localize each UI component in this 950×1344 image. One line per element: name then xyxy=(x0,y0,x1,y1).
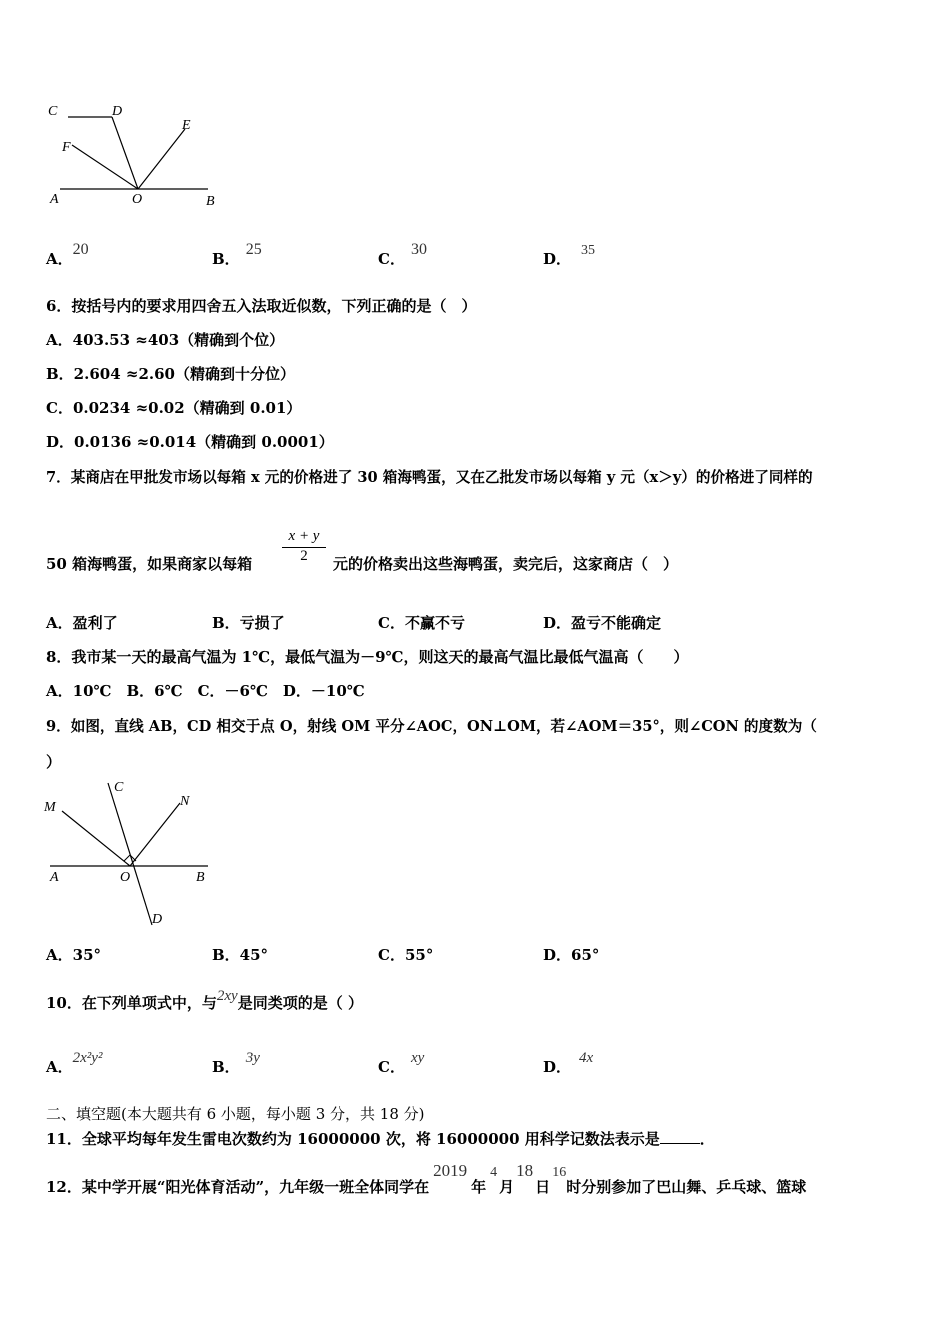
q12-post: 时分别参加了巴山舞、乒乓球、篮球 xyxy=(566,1178,807,1196)
q8-stem: 8．我市某一天的最高气温为 1℃，最低气温为－9℃，则这天的最高气温比最低气温高（ ） xyxy=(46,648,689,666)
q10-option-c[interactable] xyxy=(378,1046,425,1076)
label-e: E xyxy=(182,118,191,133)
q7-fraction xyxy=(282,528,326,565)
q11-end: ． xyxy=(699,1130,715,1148)
label-c: C xyxy=(48,104,58,119)
option-letter: A． xyxy=(46,1058,73,1076)
q7-option-a[interactable]: A．盈利了 xyxy=(46,614,118,632)
q5-option-b[interactable] xyxy=(212,238,262,268)
q12-day-unit: 日 xyxy=(535,1178,551,1196)
q5-option-c[interactable] xyxy=(378,238,427,268)
q10-option-b[interactable] xyxy=(212,1046,260,1076)
figure-intersecting-lines-q9 xyxy=(40,775,230,935)
option-letter: A． xyxy=(46,250,73,268)
q10-stem-post: 是同类项的是（ ） xyxy=(237,994,363,1012)
option-letter: C． xyxy=(378,1058,405,1076)
option-letter: D． xyxy=(543,250,572,268)
q9-line2: ） xyxy=(46,753,62,771)
label-d: D xyxy=(152,912,163,927)
q12-month-unit: 月 xyxy=(499,1178,515,1196)
option-value: 30 xyxy=(410,241,427,258)
label-f: F xyxy=(62,140,71,155)
label-c: C xyxy=(114,780,124,795)
option-value: 25 xyxy=(245,241,262,258)
q7-line2-post: 元的价格卖出这些海鸭蛋，卖完后，这家商店（ ） xyxy=(333,555,679,573)
q10-option-d[interactable] xyxy=(543,1046,594,1076)
option-letter: C． xyxy=(378,250,405,268)
q10-stem-math: 2xy xyxy=(216,988,238,1004)
q11-stem: 11．全球平均每年发生雷电次数约为 16000000 次，将 16000000 用科学记数法表示是 xyxy=(46,1130,660,1148)
label-m: M xyxy=(44,800,56,815)
q12-year: 2019 xyxy=(433,1161,468,1180)
q9-line1: 9．如图，直线 AB，CD 相交于点 O，射线 OM 平分∠AOC，ON⊥OM，若∠AOM＝35°，则∠CON 的度数为（ xyxy=(46,718,817,735)
q12-month: 4 xyxy=(490,1165,498,1180)
q12-day: 18 xyxy=(516,1161,534,1180)
q9-option-b[interactable]: B．45° xyxy=(212,946,269,964)
q6-stem: 6．按括号内的要求用四舍五入法取近似数，下列正确的是（ ） xyxy=(46,297,477,315)
q8-options[interactable]: A．10℃ B．6℃ C．－6℃ D．－10℃ xyxy=(46,682,365,700)
q10-option-a[interactable] xyxy=(46,1046,103,1076)
q12-year-unit: 年 xyxy=(471,1178,487,1196)
q5-option-d[interactable] xyxy=(543,238,596,268)
label-a: A xyxy=(50,192,59,207)
option-value: 3y xyxy=(245,1050,260,1066)
q7-option-d[interactable]: D．盈亏不能确定 xyxy=(543,614,662,632)
q6-option-c[interactable]: C．0.0234 ≈0.02（精确到 0.01） xyxy=(46,399,302,417)
q7-line1: 7．某商店在甲批发市场以每箱 x 元的价格进了 30 箱海鸭蛋，又在乙批发市场以每箱 y 元（x＞y）的价格进了同样的 xyxy=(46,469,813,486)
q5-option-a[interactable] xyxy=(46,238,89,268)
option-value: 20 xyxy=(72,241,89,258)
q11-stem-row xyxy=(46,1128,715,1149)
option-letter: B． xyxy=(212,1058,240,1076)
label-o: O xyxy=(132,192,143,207)
label-a: A xyxy=(50,870,59,885)
label-b: B xyxy=(196,870,205,885)
option-letter: D． xyxy=(543,1058,572,1076)
label-b: B xyxy=(206,194,215,209)
q9-option-d[interactable]: D．65° xyxy=(543,946,600,964)
option-value: 2x²y² xyxy=(72,1050,103,1066)
option-value: xy xyxy=(410,1050,425,1066)
answer-blank[interactable] xyxy=(660,1129,700,1144)
q6-option-b[interactable]: B．2.604 ≈2.60（精确到十分位） xyxy=(46,365,295,383)
fraction-denominator: 2 xyxy=(300,548,308,564)
q7-line2-pre: 50 箱海鸭蛋，如果商家以每箱 xyxy=(46,555,253,573)
option-letter: B． xyxy=(212,250,240,268)
label-o: O xyxy=(120,870,131,885)
q10-stem xyxy=(46,984,363,1012)
q7-option-b[interactable]: B．亏损了 xyxy=(212,614,285,632)
label-n: N xyxy=(180,794,190,809)
q12-pre: 12．某中学开展“阳光体育活动”，九年级一班全体同学在 xyxy=(46,1178,430,1196)
q9-option-c[interactable]: C．55° xyxy=(378,946,434,964)
q6-option-a[interactable]: A．403.53 ≈403（精确到个位） xyxy=(46,331,285,349)
q6-option-d[interactable]: D．0.0136 ≈0.014（精确到 0.0001） xyxy=(46,433,334,451)
q12-hour: 16 xyxy=(552,1165,567,1180)
q12-stem-row xyxy=(46,1160,807,1196)
q9-option-a[interactable]: A．35° xyxy=(46,946,102,964)
fraction-numerator: x + y xyxy=(282,528,326,548)
q7-option-c[interactable]: C．不赢不亏 xyxy=(378,614,465,632)
q10-stem-pre: 10．在下列单项式中，与 xyxy=(46,994,217,1012)
option-value: 35 xyxy=(581,243,596,258)
section-title: 二、填空题(本大题共有 6 小题，每小题 3 分，共 18 分) xyxy=(46,1105,425,1123)
figure-angles-q5 xyxy=(40,95,230,215)
label-d: D xyxy=(112,104,123,119)
option-value: 4x xyxy=(579,1050,594,1066)
